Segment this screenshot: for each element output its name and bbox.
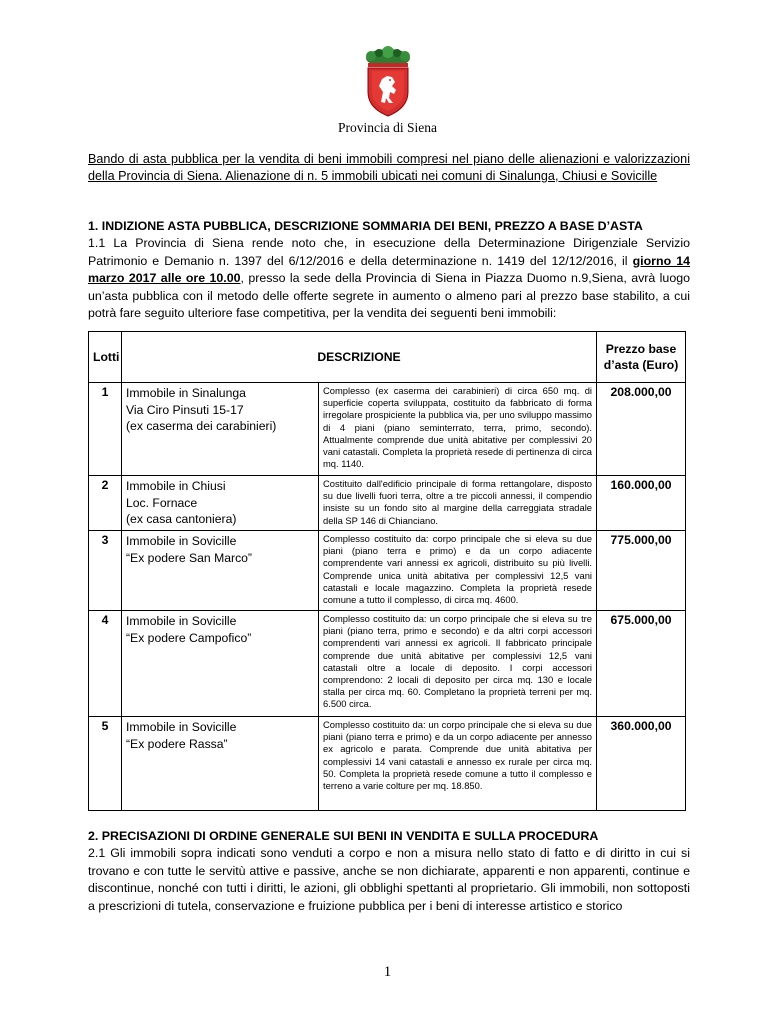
table-row: [89, 476, 686, 531]
lots-table: [88, 331, 686, 811]
auction-date: giorno 14 marzo 2017 alle ore 10.00: [88, 253, 690, 286]
lot-name: [122, 717, 319, 811]
section-2-paragraph: 2.1 Gli immobili sopra indicati sono venduti a corpo e non a misura nello stato di fatto e di diritto in cui si trovano e con tutte le servitù attive e passive, anche se non dichiarate, apparenti e non apparenti, continue e discontinue, nonché con tutti i diritti, le azioni, gli obblighi spettanti al proprietario. Gli immobili, non sottoposti a prescrizioni di tutela, conservazione e fruizione pubblica per i beni di interesse artistico e storico: [88, 846, 690, 913]
table-header-row: [89, 332, 686, 383]
table-row: [89, 611, 686, 717]
lot-description: Costituito dall'edificio principale di forma rettangolare, disposto su due livelli fuori terra, oltre a tre piccoli annessi, il compendio insiste su un fondo sito al margine della carreggiata stradale della SP 146 di Chianciano.: [319, 476, 597, 531]
lot-description: Complesso costituito da: un corpo principale che si eleva su tre piani (piano terra, primo e secondo) e da altri corpi accessori comprendenti vari annessi ex agricoli. Il fabbricato principale comprende due unità abitative per complessivi 12,5 vani catastali oltre a locale di deposito. I corpi accessori comprendono: 2 locali di deposito per circa mq. 130 e locale stalla per circa mq. 60. Completano la proprietà terreni per mq. 6.500 circa.: [319, 611, 597, 717]
lot-description: Complesso (ex caserma dei carabinieri) di circa 650 mq. di superficie coperta sviluppata, costituito da fabbricato di forma irregolare prospiciente la pubblica via, per uno sviluppo massimo di 4 piani (piano seminterrato, terra, primo, secondo). Attualmente comprende due unità abitative per complessivi 20 vani catastali. Completa la proprietà resede di pertinenza di circa mq. 1140.: [319, 383, 597, 476]
section-1-heading: 1. INDIZIONE ASTA PUBBLICA, DESCRIZIONE SOMMARIA DEI BENI, PREZZO A BASE D’ASTA: [88, 219, 643, 233]
header-description: DESCRIZIONE: [122, 332, 597, 383]
header: [0, 46, 775, 136]
lot-name-line: (ex casa cantoniera): [126, 512, 237, 526]
lot-name-line: Immobile in Sovicille: [126, 534, 237, 548]
lot-name-line: Immobile in Sovicille: [126, 720, 237, 734]
lot-name: [122, 383, 319, 476]
table-row: [89, 531, 686, 611]
lot-description: Complesso costituito da: un corpo principale che si eleva su due piani (piano terra e primo) e da un corpo adiacente per annesso ex agricolo e parata. Comprende due unità abitativa per complessivi 14 vani catastali e annesso ex rurale per circa mq. 50. Completa la proprietà resede comune a tutto il complesso e terreno a varie colture per mq. 18.850.: [319, 717, 597, 811]
lot-number: 3: [89, 531, 122, 611]
lot-price: 775.000,00: [597, 531, 686, 611]
page-number: 1: [383, 964, 392, 980]
lot-name-line: Via Ciro Pinsuti 15-17: [126, 402, 244, 417]
section-1-paragraph: [88, 235, 690, 323]
document-title: Bando di asta pubblica per la vendita di beni immobili compresi nel piano delle alienazioni e valorizzazioni della Provincia di Siena. Alienazione di n. 5 immobili ubicati nei comuni di Sinalunga, Chiusi e Sovicille: [88, 152, 690, 183]
lot-price: 675.000,00: [597, 611, 686, 717]
lot-name-line: “Ex podere Rassa”: [126, 736, 228, 751]
organization-name: Provincia di Siena: [338, 120, 437, 135]
section-1-text-end: , presso la sede della Provincia di Siena in Piazza Duomo n.9,Siena, avrà luogo un’asta pubblica con il metodo delle offerte segrete in aumento o almeno pari al prezzo base stabilito, a cui potrà fare seguito ulteriore fase competitiva, per la vendita dei seguenti beni immobili:: [88, 271, 690, 321]
lot-number: 1: [89, 383, 122, 476]
provincia-di-siena-crest-icon: [359, 46, 417, 118]
lot-number: 2: [89, 476, 122, 531]
lot-price: 208.000,00: [597, 383, 686, 476]
lot-name-line: Immobile in Sovicille: [126, 614, 237, 628]
lot-name: [122, 611, 319, 717]
table-row: [89, 383, 686, 476]
lot-name-line: “Ex podere Campofico”: [126, 630, 252, 645]
lot-number: 4: [89, 611, 122, 717]
lot-name-line: “Ex podere San Marco”: [126, 550, 252, 565]
table-row: [89, 717, 686, 811]
header-price: Prezzo base d’asta (Euro): [597, 332, 686, 383]
section-2-heading: 2. PRECISAZIONI DI ORDINE GENERALE SUI BENI IN VENDITA E SULLA PROCEDURA: [88, 829, 599, 843]
header-lot: Lotti: [89, 332, 122, 383]
lot-name-line: Immobile in Chiusi: [126, 479, 226, 493]
lot-name-line: (ex caserma dei carabinieri): [126, 419, 277, 433]
lot-number: 5: [89, 717, 122, 811]
lot-description: Complesso costituito da: corpo principale che si eleva su due piani (piano terra e primo) e da un corpo adiacente comprendente vari annessi ex agricoli, distribuito su più livelli. Comprende unica unità abitativa per complessivi 12,5 vani catastali e locale magazzino. Completa la proprietà resede comune a tutto il complesso, di circa mq. 4600.: [319, 531, 597, 611]
lot-name-line: Immobile in Sinalunga: [126, 386, 246, 400]
lot-name: [122, 531, 319, 611]
lot-name-line: Loc. Fornace: [126, 495, 198, 510]
section-1-text-start: 1.1 La Provincia di Siena rende noto che, in esecuzione della Determinazione Dirigenziale Servizio Patrimonio e Demanio n. 1397 del 6/12/2016 e della determinazione n. 1419 del 12/12/2016, il: [88, 236, 690, 268]
lot-price: 160.000,00: [597, 476, 686, 531]
lot-price: 360.000,00: [597, 717, 686, 811]
lot-name: [122, 476, 319, 531]
